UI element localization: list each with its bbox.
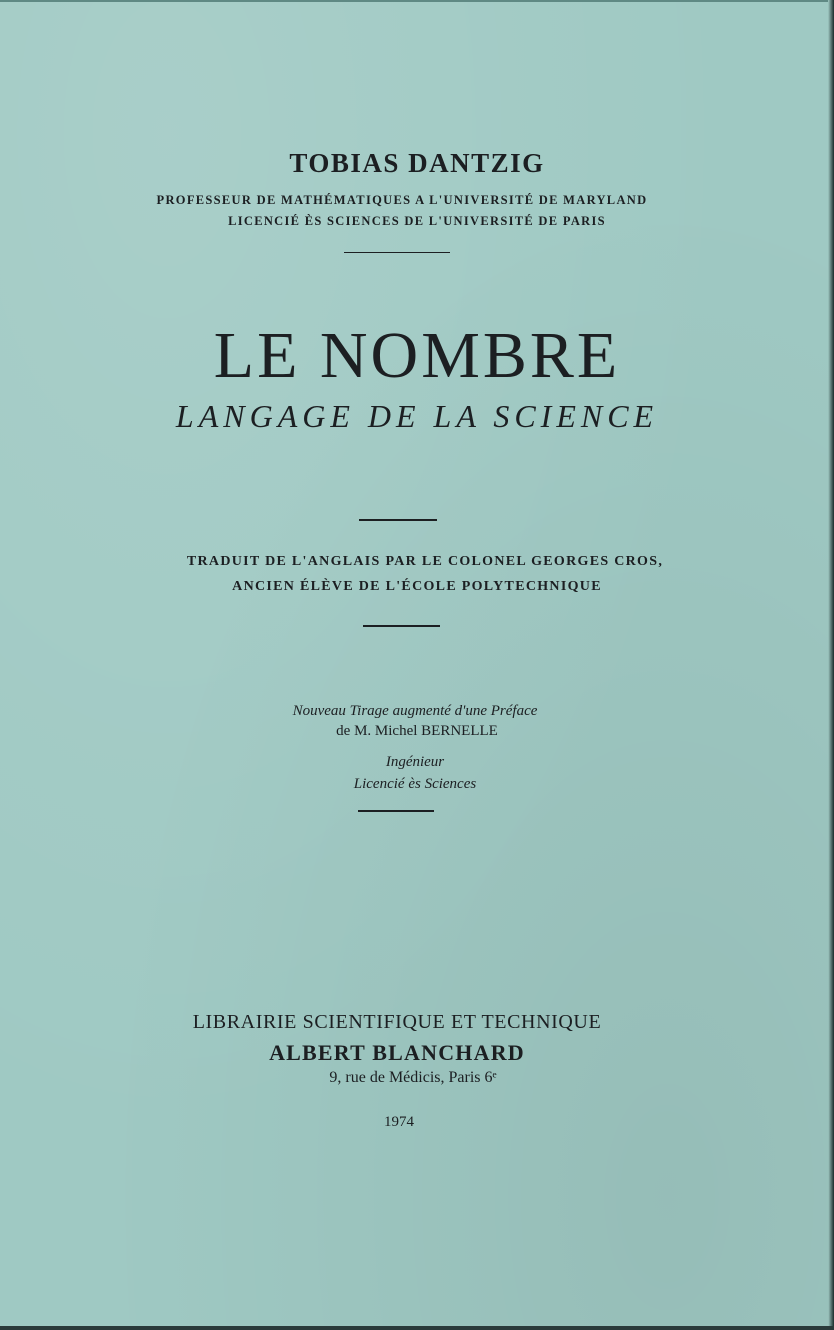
preface-author-title: Ingénieur [385,754,445,770]
author-affiliation-2: LICENCIÉ ÈS SCIENCES DE L'UNIVERSITÉ DE PARIS [228,214,606,228]
book-title: LE NOMBRE [213,319,621,392]
divider-rule-1 [344,252,450,253]
cover-right-edge [828,0,834,1330]
publication-year: 1974 [384,1114,414,1130]
divider-rule-2 [359,519,437,521]
publisher-name: ALBERT BLANCHARD [269,1040,525,1065]
preface-author-degree: Licencié ès Sciences [353,776,477,792]
cover-bottom-edge [0,1326,834,1330]
cover-top-edge [0,0,834,2]
author-name: TOBIAS DANTZIG [289,148,545,178]
publisher-line: LIBRAIRIE SCIENTIFIQUE ET TECHNIQUE [192,1011,602,1033]
preface-author: de M. Michel BERNELLE [336,723,498,739]
author-affiliation-1: PROFESSEUR DE MATHÉMATIQUES A L'UNIVERSITÉ DE MARYLAND [156,193,648,207]
book-subtitle: LANGAGE DE LA SCIENCE [175,398,659,434]
publisher-address: 9, rue de Médicis, Paris 6ᵉ [329,1069,497,1086]
translator-line-2: ANCIEN ÉLÈVE DE L'ÉCOLE POLYTECHNIQUE [232,579,602,594]
translator-line-1: TRADUIT DE L'ANGLAIS PAR LE COLONEL GEORGES CROS, [186,554,664,569]
preface-note: Nouveau Tirage augmenté d'une Préface [292,703,538,719]
divider-rule-4 [358,810,434,812]
divider-rule-3 [363,625,440,627]
